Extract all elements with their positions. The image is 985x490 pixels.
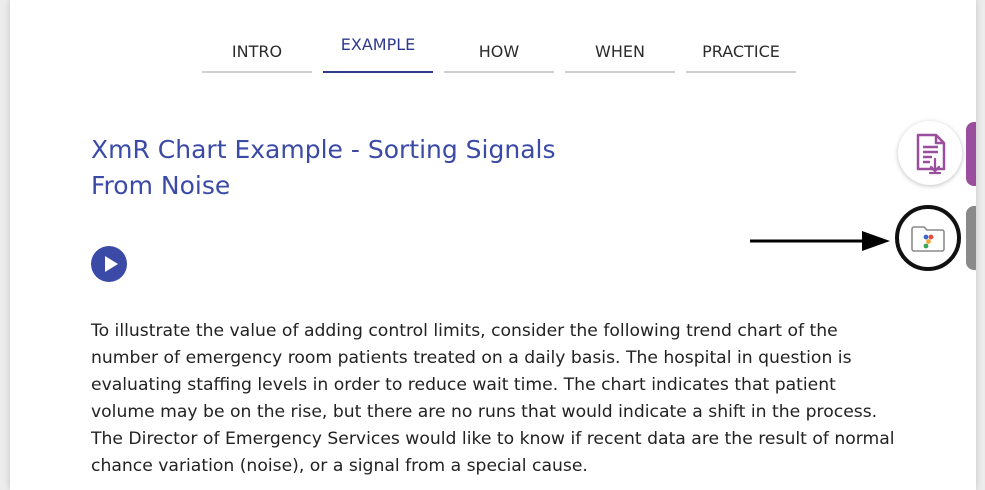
- tab-intro[interactable]: INTRO: [202, 20, 312, 73]
- page-title-line1: XmR Chart Example - Sorting Signals: [91, 135, 556, 164]
- page-title-line2: From Noise: [91, 171, 231, 200]
- tab-how[interactable]: HOW: [444, 20, 554, 73]
- open-folder-button[interactable]: [895, 205, 961, 271]
- download-report-button[interactable]: [898, 121, 962, 185]
- tab-practice[interactable]: PRACTICE: [686, 20, 796, 73]
- tab-when[interactable]: WHEN: [565, 20, 675, 73]
- body-paragraph: To illustrate the value of adding control limits, consider the following trend chart of the number of emergency room patients treated on a daily basis. The hospital in question is evaluating staffing levels in order to reduce wait time. The chart indicates that patient volume may be on the rise, but there are no runs that would indicate a shift in the process. The Director of Emergency Services would like to know if recent data are the result of normal chance variation (noise), or a signal from a special cause.: [91, 321, 895, 476]
- folder-icon: [899, 209, 957, 267]
- page-title: [91, 132, 611, 204]
- play-icon: [91, 246, 127, 282]
- folder-side-tab[interactable]: [966, 206, 976, 270]
- report-download-icon: [898, 121, 962, 185]
- pointer-arrow-icon: [750, 229, 890, 253]
- play-audio-button[interactable]: [91, 246, 127, 282]
- tab-example[interactable]: EXAMPLE: [323, 20, 433, 73]
- report-side-tab[interactable]: [966, 122, 976, 186]
